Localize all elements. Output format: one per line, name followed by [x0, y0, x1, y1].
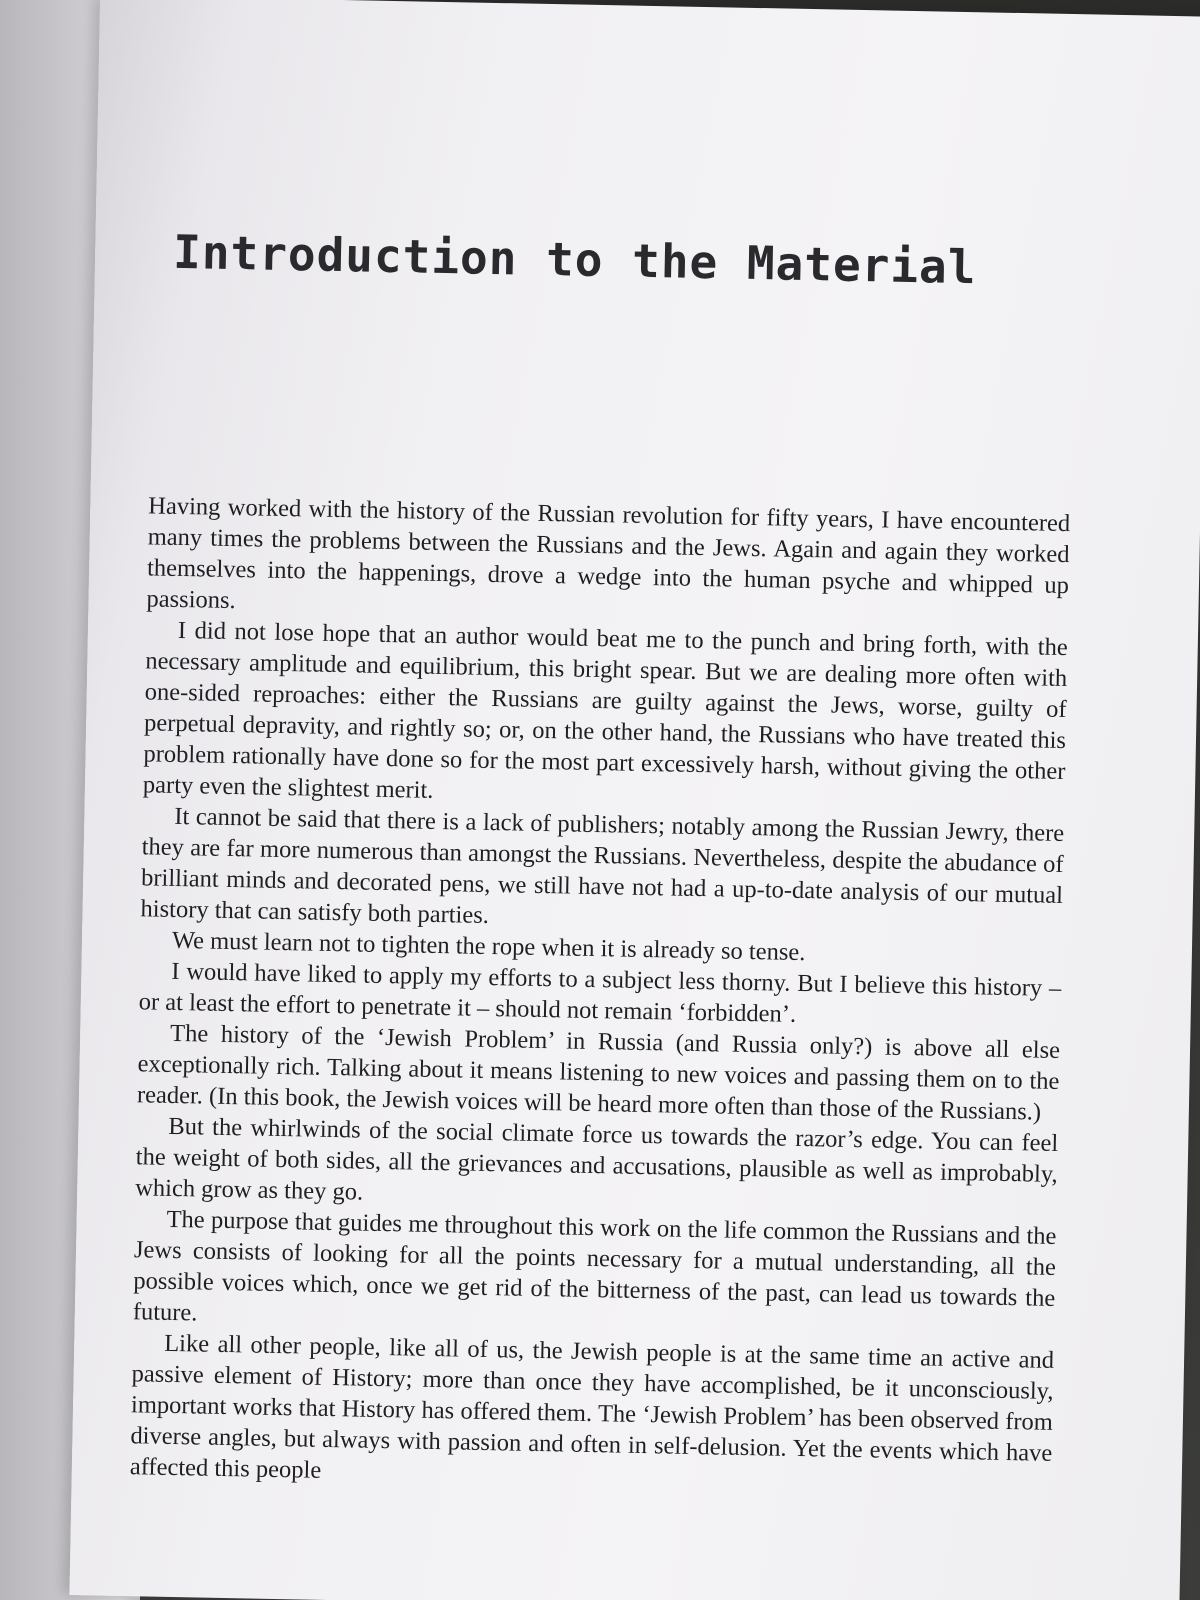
paragraph-6: The history of the ‘Jewish Problem’ in Russia (and Russia only?) is above all else exceptionally rich. Talking about it means listening to new voices and passing them on to the reader. (In this book, the Jewish voices will be heard more often than those of the Russians.)	[136, 1019, 1061, 1126]
body-text	[130, 490, 1071, 1500]
paragraph-7: But the whirlwinds of the social climate force us towards the razor’s edge. You can feel the weight of both sides, all the grievances and accusations, plausible as well as improbably, which grow as they go.	[134, 1112, 1059, 1206]
paragraph-5: I would have liked to apply my efforts to a subject less thorny. But I believe this history – or at least the effort to penetrate it – should not remain ‘forbidden’.	[138, 957, 1062, 1028]
page-title: Introduction to the Material	[172, 224, 978, 295]
book-page	[69, 0, 1200, 1600]
paragraph-2: I did not lose hope that an author would beat me to the punch and bring forth, with the necessary amplitude and equilibrium, this bright spear. But we are dealing more often with one-sided reproaches: either the Russians are guilty against the Jews, worse, guilty of perpetual depravity, and rightly so; or, on the other hand, the Russians who have treated this problem rationally have done so for the most part excessively harsh, without giving the other party even the slightest merit.	[142, 616, 1069, 804]
paragraph-3: It cannot be said that there is a lack of publishers; notably among the Russian Jewry, there they are far more numerous than amongst the Russians. Nevertheless, despite the abudance of brilliant minds and decorated pens, we still have not had a up-to-date analysis of our mutual history that can satisfy both parties.	[140, 802, 1065, 929]
paragraph-1: Having worked with the history of the Russian revolution for fifty years, I have encountered many times the problems between the Russians and the Jews. Again and again they worked themselves into the happenings, drove a wedge into the human psyche and whipped up passions.	[146, 492, 1071, 615]
paragraph-4: We must learn not to tighten the rope when it is already so tense.	[171, 926, 806, 967]
paragraph-8: The purpose that guides me throughout this work on the life common the Russians and the Jews consists of looking for all the points necessary for a mutual understanding, all the possible voices which, once we get rid of the bitterness of the past, can lead us towards the future.	[132, 1205, 1057, 1327]
paragraph-9: Like all other people, like all of us, the Jewish people is at the same time an active and passive element of History; more than once they have accomplished, be it unconsciously, important works that History has offered them. The ‘Jewish Problem’ has been observed from diverse angles, but always with passion and often in self-delusion. Yet the events which have affected this people	[129, 1329, 1055, 1484]
